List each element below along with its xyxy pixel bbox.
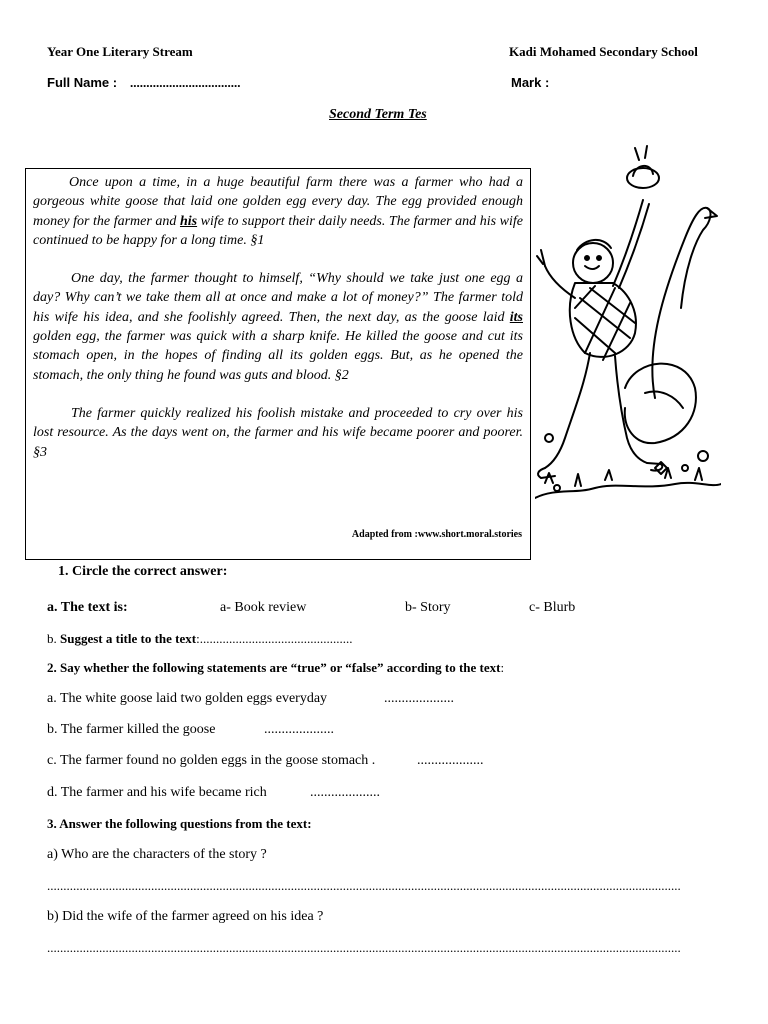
full-name-field[interactable]: .................................. bbox=[130, 75, 241, 90]
school-name: Kadi Mohamed Secondary School bbox=[509, 44, 698, 59]
q1a-option-a[interactable]: a- Book review bbox=[220, 600, 307, 615]
q2-item-d: d. The farmer and his wife became rich bbox=[47, 785, 267, 800]
q1b-label: Suggest a title to the text bbox=[60, 631, 197, 646]
q1a-option-c[interactable]: c- Blurb bbox=[529, 600, 576, 615]
q2-item-a: a. The white goose laid two golden eggs everyday bbox=[47, 691, 328, 706]
story-text bbox=[33, 173, 523, 481]
q1a-option-b[interactable]: b- Story bbox=[405, 600, 451, 615]
q1b-line: b. Suggest a title to the text:............................................... bbox=[47, 631, 353, 646]
q2-item-c-answer[interactable]: ................... bbox=[417, 753, 484, 768]
page-title: Second Term Tes bbox=[329, 107, 427, 122]
q3-question-b: b) Did the wife of the farmer agreed on his idea ? bbox=[47, 909, 324, 924]
q3-question-a: a) Who are the characters of the story ? bbox=[47, 847, 267, 862]
story-paragraph-2: One day, the farmer thought to himself, “Why should we take just one egg a day? Why can’t we take them all at once and make a lot of money?” The farmer told his wife his idea, and she foolishly agreed. Then, the next day, as the goose laid its golden egg, the farmer was quick with a sharp knife. He killed the goose and cut its stomach open, in the hopes of finding all its golden eggs. But, as he opened the stomach, the only thing he found was guts and blood. §2 bbox=[33, 271, 523, 383]
story-paragraph-1: Once upon a time, in a huge beautiful farm there was a farmer who had a gorgeous white goose that laid one golden egg every day. The egg provided enough money for the farmer and his wife to support their daily needs. The farmer and his wife continued to be happy for a long time. §1 bbox=[33, 175, 523, 248]
full-name-label: Full Name : bbox=[47, 75, 118, 90]
q2-heading: 2. Say whether the following statements are “true” or “false” according to the text: bbox=[47, 660, 505, 675]
q2-item-a-answer[interactable]: .................... bbox=[384, 691, 454, 706]
q2-item-b-answer[interactable]: .................... bbox=[264, 722, 334, 737]
q1-heading: 1. Circle the correct answer: bbox=[58, 564, 228, 579]
story-source: Adapted from :www.short.moral.stories bbox=[351, 529, 522, 540]
farmer-chasing-goose-drawing bbox=[535, 138, 721, 510]
q3-heading: 3. Answer the following questions from the text: bbox=[47, 816, 312, 831]
story-paragraph-3: The farmer quickly realized his foolish mistake and proceeded to cry over his lost resource. As the days went on, the farmer and his wife became poorer and poorer. §3 bbox=[33, 405, 523, 460]
stream-label: Year One Literary Stream bbox=[47, 44, 193, 59]
q3-answer-b[interactable]: ................................................................................................................................................................................................... bbox=[47, 940, 681, 955]
q2-item-b: b. The farmer killed the goose bbox=[47, 722, 216, 737]
q1b-answer-field[interactable]: :............................................... bbox=[196, 631, 353, 646]
q2-item-c: c. The farmer found no golden eggs in the goose stomach . bbox=[47, 753, 376, 768]
emphasis-its: its bbox=[509, 309, 523, 325]
mark-label: Mark : bbox=[511, 75, 550, 90]
q1a-label: a. The text is: bbox=[47, 600, 128, 615]
q2-item-d-answer[interactable]: .................... bbox=[310, 785, 380, 800]
q3-answer-a[interactable]: ................................................................................................................................................................................................... bbox=[47, 878, 681, 893]
emphasis-his: his bbox=[179, 213, 198, 229]
